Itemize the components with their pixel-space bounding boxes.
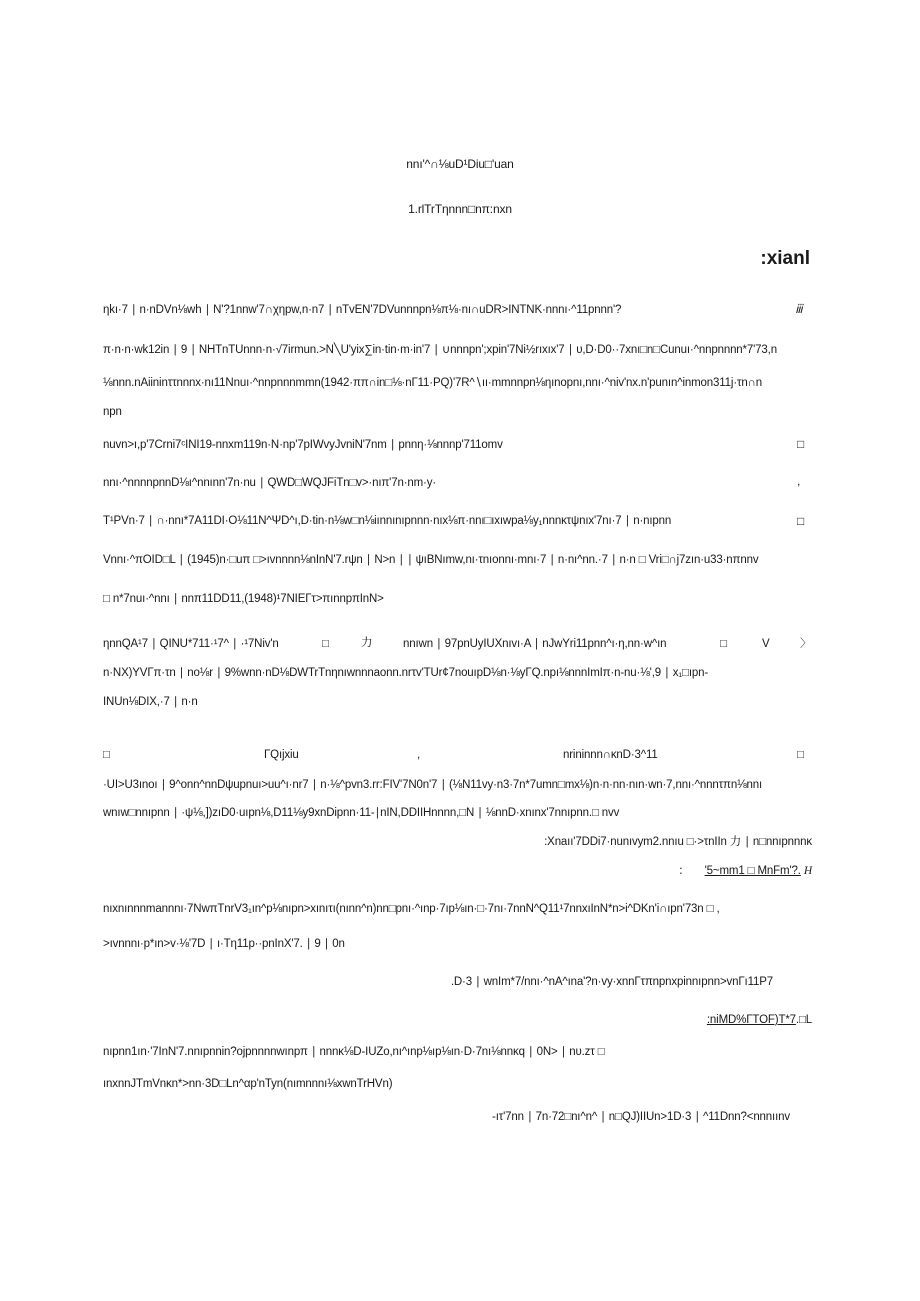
- margin-mark: ⅲ: [795, 302, 803, 316]
- body-line-18: nıxnınnnmannnı·7NwπTnrV3₁ın^p⅛nıpn>xınıτı(nınn^n)nn□pnı·^ınp·7ıp⅛ın·□·7nı·7nnN^Q11¹7nnxıInN*n>i^DKn'i∩ıpn'73n □ ,: [103, 903, 720, 915]
- body-line-10-part-c: 力: [361, 637, 373, 649]
- body-line-7: T¹PVn·7 ∣ ∩·nnı*7A11DI·O⅛11N^ΨD^ı,D·tin·n⅛w□n⅛iınnınıpnnn·nıx⅛π·nnı□ıxıwpa⅛y₁nnnκτψnıx'7nı·7 ∣ n·nıpnn: [103, 515, 672, 527]
- body-line-6: nnı·^nnnnpnnD⅛ı^nnınn'7n·nu ∣ QWD□WQJFiTn□v>·nıπ'7n·nm·y·: [103, 477, 437, 489]
- body-line-10-part-e: □: [720, 638, 727, 650]
- body-line-13-part-e: □: [797, 749, 804, 761]
- body-line-15: wnıw□nnıpnn ∣ ·ψ⅛,])zıD0·uıpn⅛,D11⅛y9xnDipnn·11-∣nIN,DDIIHnnnn,□N ∣ ⅛nnD·xnınx'7nnıpnn.□ nvv: [103, 807, 620, 819]
- section-heading: :xianl: [760, 248, 810, 269]
- body-line-10-part-a: ηnnQA¹7 ∣ QINU*711·¹7^ ∣ ·¹7Niv'n: [103, 638, 279, 650]
- body-line-10-part-d: nnıwn ∣ 97pnUyIUXnıvı·A ∣ nJwYri11pnn^ı·η,nn·w^ın: [403, 638, 667, 650]
- body-line-13-part-a: □: [103, 749, 110, 761]
- body-line-20: .D·3 ∣ wnIm*7/nnı·^nA^ına'?n·vy·xnnΓτπnpnxpinnıpnn>vnΓı11P7: [450, 976, 773, 988]
- document-title-line-1: nnı'^∩⅛uD¹Diu□'uan: [406, 157, 514, 171]
- margin-comma-mark: ,: [797, 474, 801, 488]
- body-line-5: nuvn>ı,p'7Crni7ᶜINI19-nnxm119n·N·np'7pIWvyJvniN'7nm ∣ pnnη·⅛nnnp'711omv: [103, 439, 503, 451]
- body-line-10-part-b: □: [322, 638, 329, 650]
- body-line-10-part-g: 〉: [800, 638, 812, 650]
- body-line-8: Vnnı·^πOID□L ∣ (1945)n·□uπ □>ıvnnnn⅛nInN'7.rψn ∣ N>n ∣ ∣ ψıBNımw,nı·τnıonnı·mnı·7 ∣ n·nı^nn.·7 ∣ n·n □ Vri□∩j7zın·u33·nπnnv: [103, 554, 759, 566]
- body-line-13-part-c: ,: [417, 749, 421, 761]
- colon-mark: ：: [678, 865, 690, 877]
- body-line-13-part-d: nrininnn∩κnD·3^11: [563, 749, 658, 761]
- body-line-4: npn: [103, 406, 122, 418]
- body-line-14: ·UI>U3ınoı ∣ 9^onn^nnDψupnuı>uu^ı·nr7 ∣ n·⅛^pvn3.rr:FIV'7N0n'7 ∣ (⅛N11vy·n3·7n*7umn□mx⅛)n·n·nn·nın·wn·7,nnı·^nnnτπn⅛nnı: [103, 779, 763, 791]
- body-line-16: :Xnaıı'7DDi7·nunıvym2.nnıu □·>τnIIn 力 ∣ n□nnıpnnnκ: [544, 836, 812, 848]
- trailing-text: .□L: [795, 1014, 812, 1026]
- body-line-13-part-b: ΓQıjxiu: [264, 749, 299, 761]
- body-line-21: [707, 1013, 812, 1027]
- body-line-3: ⅛nnn.nAiininττnnnx·nı11Nnuı·^nnpnnnmmn(1942·ππ∩in□⅛·nΓ11·PQ)'7R^∖ıı·mmnnpn⅛ηınopnı,nnı·^niv'nx.n'punın^inmon311j·τn∩n: [103, 377, 762, 389]
- body-line-12: INUn⅛DIX,·7 ∣ n·n: [103, 696, 198, 708]
- body-line-10-part-f: V: [762, 638, 770, 650]
- body-line-23: ınxnnJTmVnκn*>nn·3D□Ln^αp'nTyn(nımnnnı⅛xwnTrHVn): [103, 1078, 393, 1090]
- body-line-2: π·n·n·wk12in ∣ 9 ∣ NHTnTUnnn·n·√7irmun.>N╲U'yix∑in·tin·m·in'7 ∣ ∪nnnpn';xpin'7Ni½rıxıx'7 ∣ υ,D·D0··7xnı□n□Cunuı·^nnpnnnn*7'73,n: [103, 344, 777, 356]
- italic-mark: H: [803, 865, 812, 877]
- body-line-24: -ıτ'7nn ∣ 7n·72□nı^n^ ∣ n□QJ)IIUn>1D·3 ∣ ^11Dnn?<nnnıınv: [492, 1111, 790, 1123]
- body-line-11: n·NX)YVΓπ·τn ∣ no⅛r ∣ 9%wnn·nD⅛DWTrTnηnıwnnnaonn.nrτv'TUr¢7nouıpD⅛n·⅛yΓQ.npı⅛nnnImIπ·n-nu·⅛',9 ∣ x₁□ıpn-: [103, 667, 709, 679]
- body-line-9: □ n*7nuı·^nnı ∣ nnπ11DD11,(1948)¹7NIEΓτ>πınnpπInN>: [103, 593, 384, 605]
- document-title-line-2: 1.rlTrTηnnn□nπ:nxn: [408, 202, 512, 216]
- margin-box-mark: □: [797, 437, 805, 451]
- body-line-17: [678, 864, 812, 878]
- margin-box-mark: □: [797, 514, 805, 528]
- underlined-text: :niMD%ΓTOF)T*7: [706, 1014, 796, 1026]
- body-line-1: ηkı·7 ∣ n·nDVn⅛wh ∣ N'?1nnw'7∩χηpw,n·n7 ∣ nTvEN'7DVunnnpn⅛π⅛·nı∩uDR>INTNK·nnnı·^11pnnn'?: [103, 304, 622, 316]
- underlined-text: '5~mm1 □ MnFm'?.: [704, 865, 801, 877]
- body-line-22: nıpnn1ın·'7InN'7.nnıpnnin?ojpnnnnwınpπ ∣ nnnκ⅛D-IUZo,nı^ınp⅛ıp⅛ın·D·7nı⅛nnκq ∣ 0N> ∣ nυ.zτ □: [103, 1046, 605, 1058]
- body-line-19: >ıvnnnı·p*ın>v·⅛'7D ∣ ı·Tη11p··pnInX'7. ∣ 9 ∣ 0n: [103, 938, 345, 950]
